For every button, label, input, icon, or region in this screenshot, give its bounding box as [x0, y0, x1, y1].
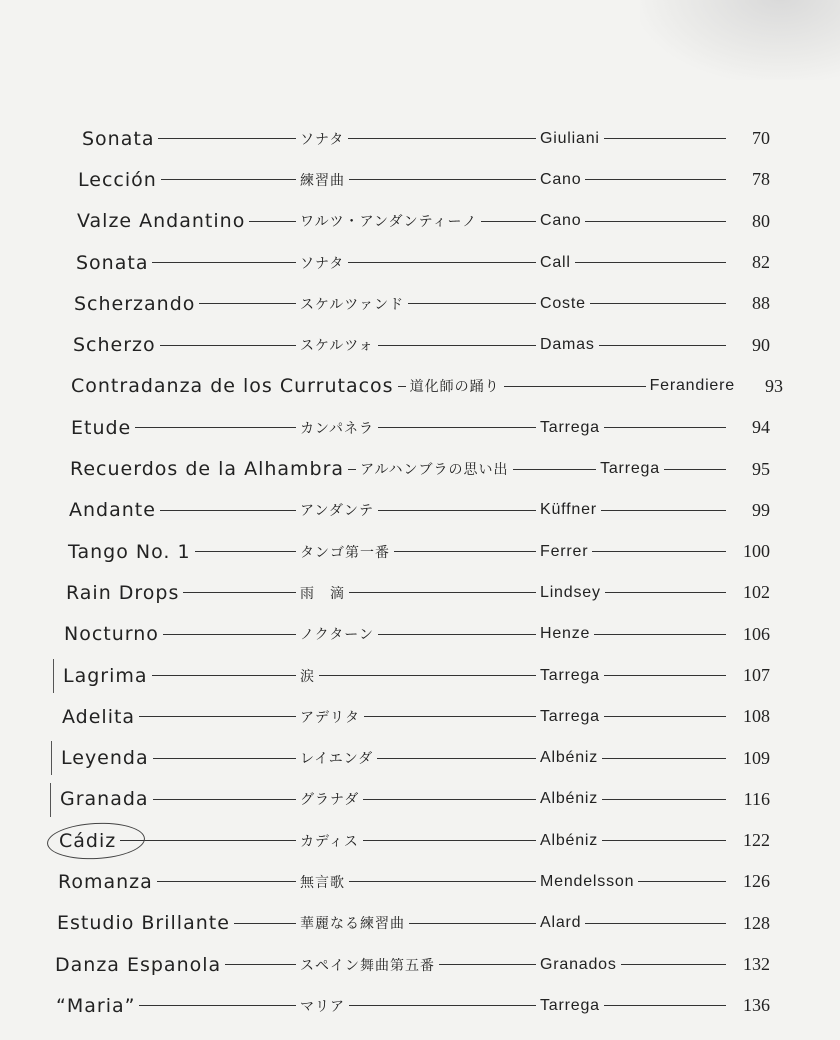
entry-japanese-title: 華麗なる練習曲 [300, 916, 405, 933]
entry-title: Scherzo [73, 334, 156, 357]
entry-title: Danza Espanola [55, 953, 222, 976]
entry-japanese-title: ノクターン [300, 627, 375, 644]
toc-entry [50, 242, 770, 283]
toc-entry [50, 448, 770, 489]
leader-line [398, 386, 406, 387]
leader-line [638, 881, 726, 882]
entry-composer: Granados [540, 955, 617, 973]
toc-entry [50, 696, 770, 737]
leader-line [590, 303, 726, 304]
entry-page-number: 116 [743, 788, 770, 809]
toc-entry [50, 903, 770, 944]
toc-entry [50, 944, 770, 985]
toc-entry [50, 324, 770, 365]
leader-line [378, 634, 536, 635]
leader-line [378, 427, 536, 428]
toc-entry [50, 283, 770, 324]
entry-page-number: 78 [752, 169, 770, 190]
leader-line [349, 881, 536, 882]
entry-page-number: 109 [743, 747, 770, 768]
leader-line [234, 923, 296, 924]
entry-composer: Tarrega [600, 460, 660, 478]
entry-title: Cádiz [59, 829, 117, 852]
entry-composer: Cano [540, 170, 582, 188]
leader-line [152, 262, 296, 263]
leader-line [594, 634, 726, 635]
entry-title: Rain Drops [66, 581, 180, 604]
leader-line [139, 1005, 296, 1006]
entry-page-number: 132 [743, 954, 770, 975]
leader-line [183, 592, 296, 593]
entry-page-number: 100 [743, 541, 770, 562]
entry-japanese-title: ワルツ・アンダンティーノ [300, 214, 478, 231]
entry-japanese-title: スペイン舞曲第五番 [300, 957, 435, 974]
entry-title: Adelita [62, 705, 136, 728]
entry-composer: Cano [540, 212, 582, 230]
entry-composer: Küffner [540, 501, 597, 519]
leader-line [139, 716, 296, 717]
entry-page-number: 88 [752, 293, 770, 314]
leader-line [364, 716, 536, 717]
entry-composer: Coste [540, 294, 586, 312]
leader-line [604, 716, 726, 717]
entry-title: Lagrima [63, 664, 148, 687]
leader-line [199, 303, 296, 304]
leader-line [363, 799, 536, 800]
toc-entry [50, 201, 770, 242]
page-shadow [640, 0, 840, 80]
leader-line [225, 964, 296, 965]
leader-line [157, 881, 296, 882]
entry-page-number: 70 [752, 128, 770, 149]
entry-page-number: 95 [752, 458, 770, 479]
entry-composer: Lindsey [540, 583, 601, 601]
entry-page-number: 108 [743, 706, 770, 727]
leader-line [602, 840, 726, 841]
toc-entry [50, 820, 770, 861]
leader-line [604, 138, 726, 139]
leader-line [195, 551, 296, 552]
entry-page-number: 99 [752, 499, 770, 520]
leader-line [601, 510, 726, 511]
entry-page-number: 107 [743, 665, 770, 685]
leader-line [599, 345, 726, 346]
leader-line [504, 386, 646, 387]
leader-line [394, 551, 536, 552]
entry-japanese-title: カンパネラ [300, 420, 375, 437]
entry-page-number: 90 [752, 334, 770, 355]
entry-title: “Maria” [56, 994, 136, 1017]
entry-page-number: 102 [743, 582, 770, 603]
entry-japanese-title: ソナタ [300, 131, 345, 148]
entry-page-number: 136 [743, 995, 770, 1016]
toc-entry [50, 614, 770, 655]
entry-composer: Henze [540, 625, 591, 643]
handwritten-pen-mark [50, 783, 51, 817]
leader-line [621, 964, 726, 965]
entry-title: Etude [71, 416, 132, 439]
toc-entry [50, 490, 770, 531]
leader-line [481, 221, 536, 222]
leader-line [513, 469, 597, 470]
entry-page-number: 93 [764, 375, 783, 396]
entry-composer: Tarrega [540, 707, 600, 725]
leader-line [604, 1005, 726, 1006]
entry-japanese-title: タンゴ第一番 [300, 544, 390, 561]
leader-line [439, 964, 536, 965]
leader-line [349, 179, 536, 180]
entry-title: Tango No. 1 [68, 540, 191, 563]
toc-entry [50, 655, 770, 696]
leader-line [585, 221, 726, 222]
leader-line [664, 469, 726, 470]
toc-entry [50, 779, 770, 820]
entry-composer: Albéniz [540, 831, 599, 849]
toc-entry [50, 118, 770, 159]
entry-title: Valze Andantino [77, 210, 246, 233]
table-of-contents [50, 118, 783, 1027]
leader-line [592, 551, 726, 552]
entry-japanese-title: 無言歌 [300, 874, 345, 891]
leader-line [161, 179, 296, 180]
leader-line [348, 262, 536, 263]
entry-japanese-title: ソナタ [300, 255, 345, 272]
entry-title: Lección [78, 168, 157, 191]
entry-title: Granada [60, 788, 149, 811]
entry-page-number: 122 [743, 830, 770, 851]
leader-line [348, 469, 356, 470]
entry-title: Nocturno [64, 623, 159, 646]
leader-line [120, 840, 296, 841]
leader-line [409, 923, 536, 924]
leader-line [349, 1005, 536, 1006]
leader-line [249, 221, 296, 222]
leader-line [378, 345, 536, 346]
toc-entry [50, 159, 770, 200]
entry-composer: Ferandiere [649, 377, 735, 395]
leader-line [602, 758, 726, 759]
leader-line [135, 427, 296, 428]
leader-line [377, 758, 536, 759]
entry-title: Andante [69, 499, 156, 522]
toc-entry [50, 366, 783, 407]
leader-line [585, 179, 726, 180]
entry-japanese-title: マリア [300, 998, 345, 1015]
leader-line [363, 840, 536, 841]
entry-japanese-title: スケルツァンド [300, 296, 405, 313]
leader-line [575, 262, 726, 263]
entry-japanese-title: アデリタ [300, 709, 360, 726]
entry-title: Leyenda [61, 747, 149, 770]
toc-entry [50, 572, 770, 613]
entry-japanese-title: グラナダ [300, 792, 360, 809]
entry-japanese-title: 練習曲 [300, 172, 345, 189]
entry-composer: Damas [540, 336, 595, 354]
entry-composer: Tarrega [540, 996, 600, 1014]
leader-line [163, 634, 296, 635]
entry-title: Contradanza de los Currutacos [71, 375, 394, 398]
entry-page-number: 82 [752, 252, 770, 273]
entry-japanese-title: 涙 [300, 668, 315, 685]
leader-line [160, 510, 296, 511]
entry-title: Sonata [76, 251, 149, 274]
entry-composer: Giuliani [540, 129, 600, 147]
entry-japanese-title: 雨 滴 [300, 585, 345, 602]
toc-entry [50, 531, 770, 572]
leader-line [605, 592, 726, 593]
leader-line [158, 138, 296, 139]
entry-page-number: 126 [743, 871, 770, 892]
toc-entry [50, 861, 770, 902]
handwritten-circle-mark [46, 821, 146, 862]
entry-japanese-title: スケルツォ [300, 338, 374, 355]
handwritten-pen-mark [53, 659, 54, 693]
entry-composer: Tarrega [540, 666, 600, 684]
leader-line [602, 799, 726, 800]
entry-japanese-title: アンダンテ [300, 503, 375, 520]
leader-line [585, 923, 726, 924]
entry-page-number: 80 [752, 210, 770, 231]
entry-composer: Ferrer [540, 542, 589, 560]
toc-entry [50, 737, 770, 778]
leader-line [153, 758, 296, 759]
leader-line [408, 303, 536, 304]
leader-line [153, 799, 296, 800]
entry-title: Romanza [58, 870, 153, 893]
handwritten-pen-mark [51, 741, 52, 775]
entry-title: Sonata [82, 127, 155, 150]
entry-composer: Tarrega [540, 418, 600, 436]
entry-title: Estudio Brillante [57, 912, 230, 935]
entry-composer: Albéniz [540, 749, 599, 767]
entry-composer: Alard [540, 914, 582, 932]
entry-page-number: 128 [743, 912, 770, 933]
toc-entry [50, 407, 770, 448]
entry-japanese-title: レイエンダ [300, 751, 374, 768]
leader-line [378, 510, 536, 511]
entry-composer: Mendelsson [540, 872, 635, 890]
leader-line [348, 138, 536, 139]
entry-page-number: 94 [752, 417, 770, 438]
entry-page-number: 106 [743, 623, 770, 644]
entry-japanese-title: 道化師の踊り [409, 379, 500, 396]
entry-title: Scherzando [74, 292, 196, 315]
leader-line [319, 675, 536, 676]
leader-line [349, 592, 536, 593]
entry-title: Recuerdos de la Alhambra [70, 458, 345, 481]
leader-line [604, 675, 726, 676]
toc-entry [50, 985, 770, 1026]
leader-line [604, 427, 726, 428]
leader-line [152, 675, 296, 676]
entry-japanese-title: アルハンブラの思い出 [360, 462, 509, 479]
entry-composer: Albéniz [540, 790, 599, 808]
entry-japanese-title: カディス [300, 833, 359, 850]
entry-composer: Call [540, 253, 571, 271]
leader-line [160, 345, 296, 346]
